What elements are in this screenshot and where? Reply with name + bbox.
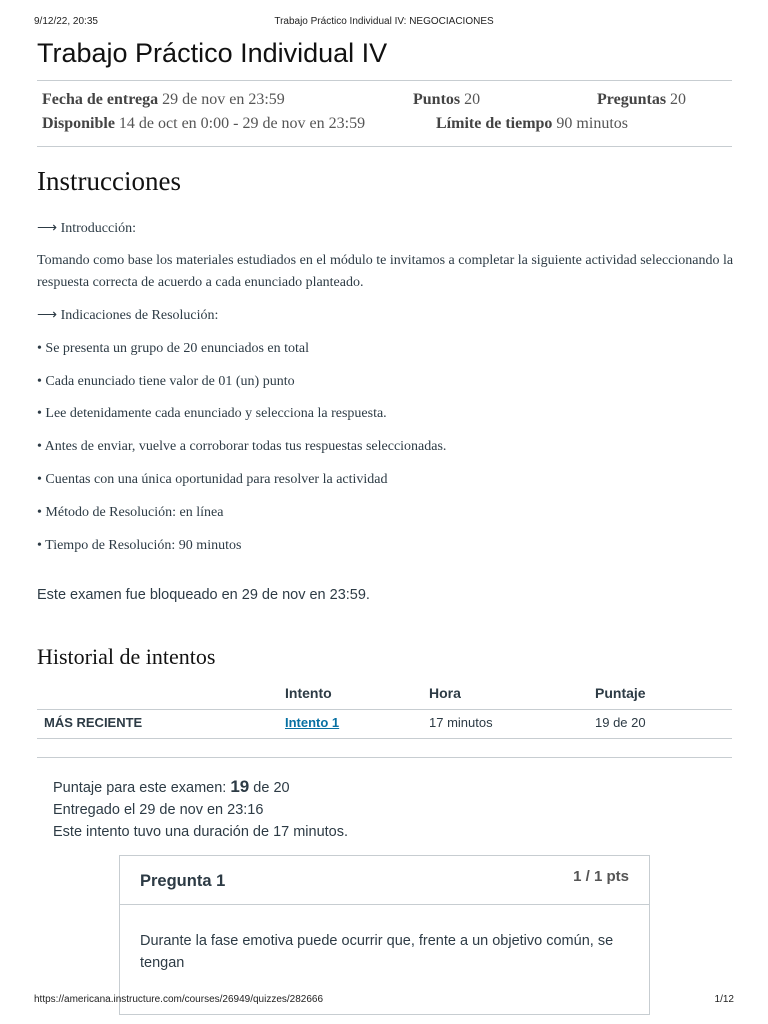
print-doc-title: Trabajo Práctico Individual IV: NEGOCIACIONES xyxy=(274,16,494,27)
print-page-number: 1/12 xyxy=(714,994,734,1005)
attempt-link[interactable]: Intento 1 xyxy=(285,715,340,730)
history-row-score: 19 de 20 xyxy=(595,715,646,730)
question-text: Durante la fase emotiva puede ocurrir que, frente a un objetivo común, se tengan xyxy=(140,933,614,971)
history-col-attempt: Intento xyxy=(285,685,332,701)
meta-time-limit-value: 90 minutos xyxy=(556,115,628,132)
question-title: Pregunta 1 xyxy=(140,872,226,890)
history-col-time: Hora xyxy=(429,685,461,701)
instruction-bullet: • Cuentas con una única oportunidad para resolver la actividad xyxy=(37,472,388,487)
summary-score-prefix: Puntaje para este examen: xyxy=(53,780,227,796)
question-points: 1 / 1 pts xyxy=(573,868,629,885)
instruction-bullet: • Tiempo de Resolución: 90 minutos xyxy=(37,538,242,553)
instruction-bullet: • Antes de enviar, vuelve a corroborar todas tus respuestas seleccionadas. xyxy=(37,439,447,454)
meta-due-value: 29 de nov en 23:59 xyxy=(162,91,285,108)
instructions-heading: Instrucciones xyxy=(37,166,181,196)
meta-available xyxy=(42,115,365,133)
history-heading: Historial de intentos xyxy=(37,644,216,669)
meta-questions-value: 20 xyxy=(670,91,687,108)
question-card xyxy=(119,855,650,1015)
instruction-paragraph: ⟶ Introducción: xyxy=(37,221,136,236)
table-divider xyxy=(37,709,732,710)
history-row-time: 17 minutos xyxy=(429,715,493,730)
meta-questions-label: Preguntas xyxy=(597,91,667,108)
summary-score xyxy=(53,777,290,797)
meta-due-label: Fecha de entrega xyxy=(42,91,159,108)
divider xyxy=(37,80,732,81)
meta-available-label: Disponible xyxy=(42,115,115,132)
instruction-bullet: • Cada enunciado tiene valor de 01 (un) punto xyxy=(37,374,295,389)
divider xyxy=(37,146,732,147)
summary-duration: Este intento tuvo una duración de 17 minutos. xyxy=(53,824,349,840)
meta-questions xyxy=(597,91,686,109)
print-url: https://americana.instructure.com/courses/26949/quizzes/282666 xyxy=(34,994,324,1005)
locked-message: Este examen fue bloqueado en 29 de nov en 23:59. xyxy=(37,587,370,603)
history-col-score: Puntaje xyxy=(595,685,646,701)
page-title: Trabajo Práctico Individual IV xyxy=(37,38,388,68)
meta-available-value: 14 de oct en 0:00 - 29 de nov en 23:59 xyxy=(118,115,366,132)
instruction-bullet: • Método de Resolución: en línea xyxy=(37,505,224,520)
instruction-paragraph: Tomando como base los materiales estudiados en el módulo te invitamos a completar la siguiente actividad seleccionando la respuesta correcta de acuerdo a cada enunciado planteado. xyxy=(37,253,734,290)
meta-points xyxy=(413,91,480,109)
meta-points-value: 20 xyxy=(464,91,481,108)
meta-time-limit xyxy=(436,115,628,133)
question-header xyxy=(120,856,649,905)
meta-points-label: Puntos xyxy=(413,91,461,108)
history-row-label: MÁS RECIENTE xyxy=(44,715,143,730)
table-divider xyxy=(37,738,732,739)
instruction-paragraph: ⟶ Indicaciones de Resolución: xyxy=(37,308,219,323)
instruction-bullet: • Se presenta un grupo de 20 enunciados en total xyxy=(37,341,309,356)
instruction-bullet: • Lee detenidamente cada enunciado y selecciona la respuesta. xyxy=(37,406,387,421)
meta-due xyxy=(42,91,285,109)
summary-score-value: 19 xyxy=(230,777,250,796)
divider xyxy=(37,757,732,758)
print-datetime: 9/12/22, 20:35 xyxy=(34,16,98,27)
summary-score-suffix: de 20 xyxy=(253,780,290,796)
summary-submitted: Entregado el 29 de nov en 23:16 xyxy=(53,802,264,818)
meta-time-limit-label: Límite de tiempo xyxy=(436,115,553,132)
